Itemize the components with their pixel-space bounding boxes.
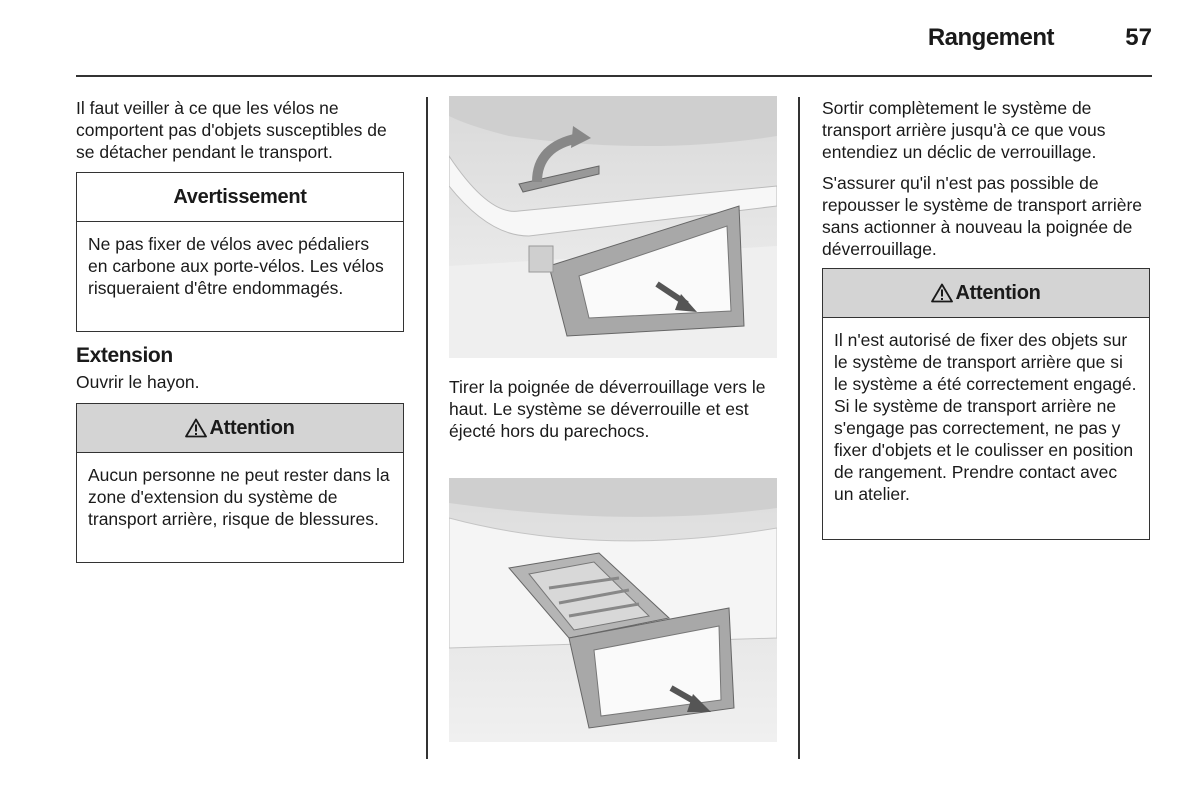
attention-box-left [76,403,404,563]
column-divider-left [426,97,428,759]
paragraph-extend: Sortir complètement le système de transport arrière jusqu'à ce que vous entendiez un déclic de verrouillage. [822,98,1106,162]
attention-heading-right [823,269,1149,318]
attention-text: Aucun personne ne peut rester dans la zone d'extension du système de transport arrière, risque de blessures. [88,465,390,529]
attention-box-right [822,268,1150,540]
header-divider [76,75,1152,77]
warning-text: Ne pas fixer de vélos avec pédaliers en carbone aux porte-vélos. Les vélos risqueraient d'être endommagés. [88,234,384,298]
figure-extended-carrier-illustration [449,478,777,742]
figure-release-handle-illustration [449,96,777,358]
attention-text-right: Il n'est autorisé de fixer des objets sur le système de transport arrière que si le système a été correctement engagé. Si le système de transport arrière ne s'engage pas correctement, ne pas y fixer d'objets et le coulisser en position de rangement. Prendre contact avec un atelier. [834,330,1137,504]
page-number: 57 [1125,24,1152,51]
section-text: Ouvrir le hayon. [76,372,200,392]
attention-heading [77,404,403,453]
column-divider-right [798,97,800,759]
figure-release-handle [449,96,777,358]
figure-extended-carrier [449,478,777,742]
paragraph-check: S'assurer qu'il n'est pas possible de repousser le système de transport arrière sans actionner à nouveau la poignée de déverrouillage. [822,173,1142,259]
intro-paragraph: Il faut veiller à ce que les vélos ne comportent pas d'objets susceptibles de se détacher pendant le transport. [76,98,387,162]
warning-triangle-icon [931,283,953,303]
chapter-title: Rangement [927,24,1054,51]
attention-heading-label: Attention [209,416,295,439]
figure-caption: Tirer la poignée de déverrouillage vers le haut. Le système se déverrouille et est éjecté hors du parechocs. [449,377,766,441]
attention-heading-right-label: Attention [955,281,1041,304]
section-title: Extension [76,344,173,367]
warning-box [76,172,404,332]
warning-heading: Avertissement [77,173,403,222]
warning-triangle-icon [185,418,207,438]
